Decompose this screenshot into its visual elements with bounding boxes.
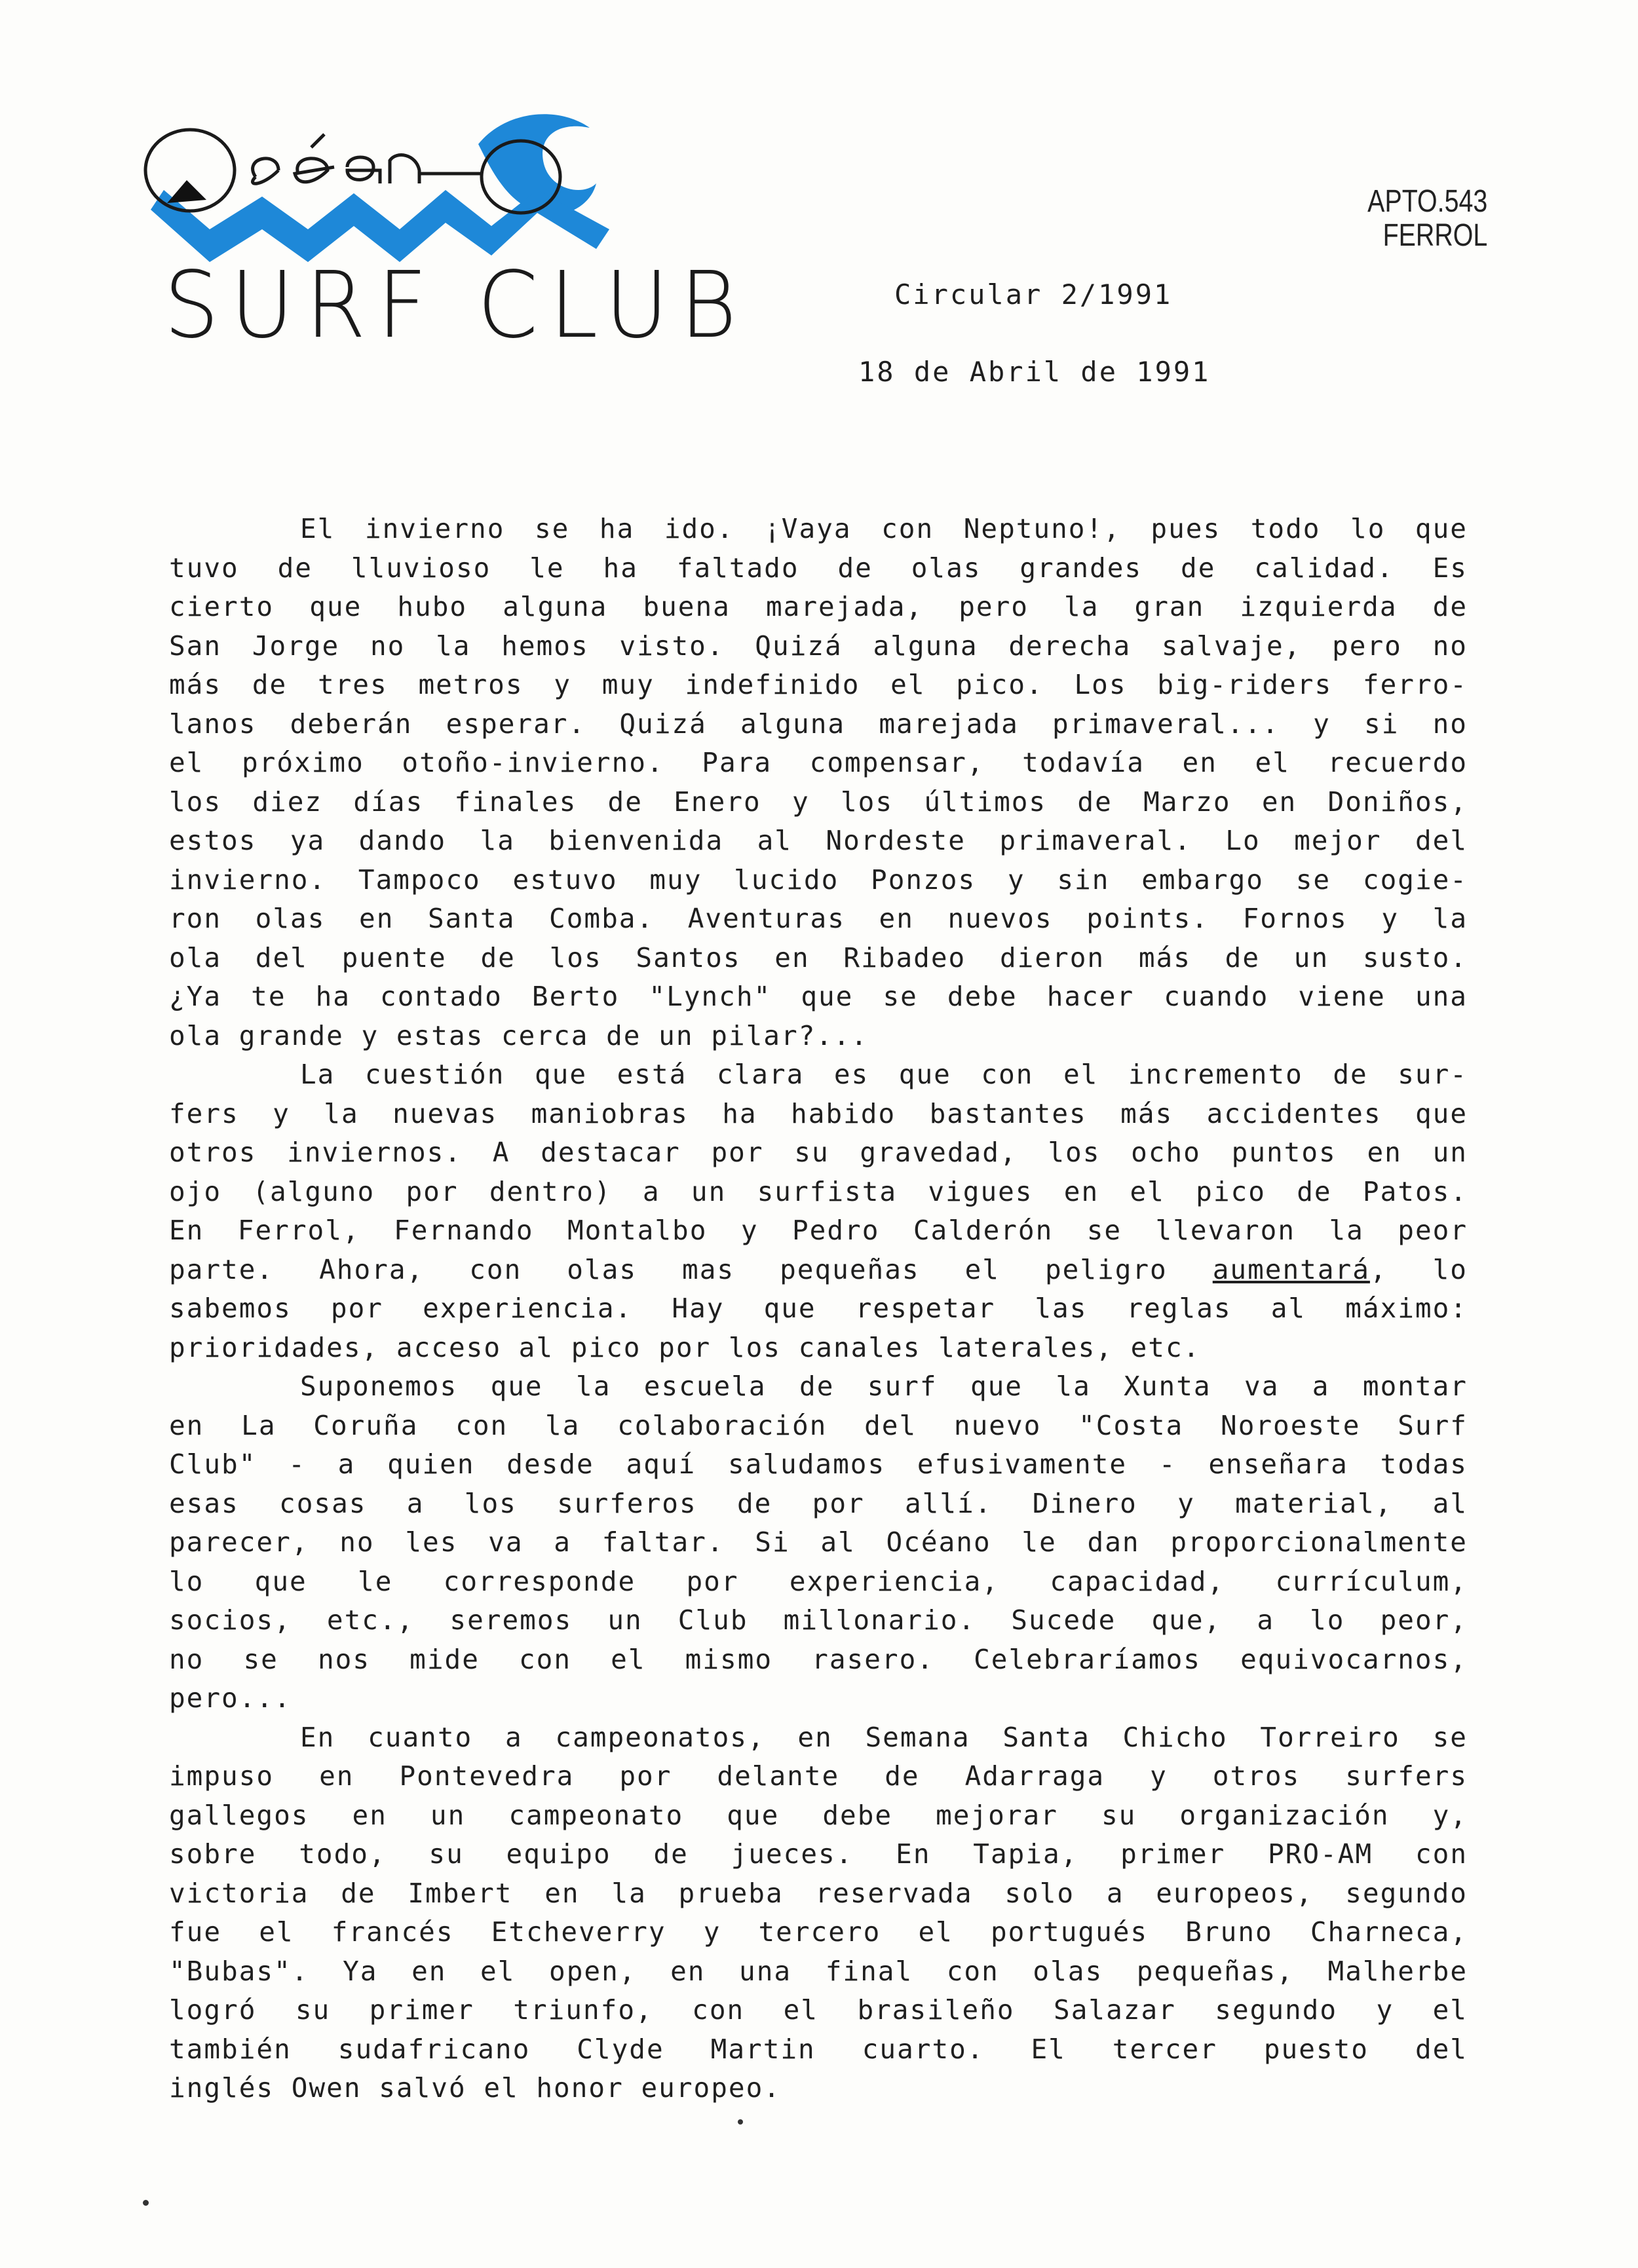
text-line: socios, etc., seremos un Club millonario. Sucede que, a lo peor, (169, 1604, 1468, 1636)
paper-speck (143, 2200, 149, 2206)
text-line: más de tres metros y muy indefinido el pico. Los big-riders ferro- (169, 669, 1468, 700)
text-line: lanos deberán esperar. Quizá alguna marejada primaveral... y si no (169, 708, 1468, 740)
text-line: San Jorge no la hemos visto. Quizá alguna derecha salvaje, pero no (169, 630, 1468, 662)
logo-surf-club: SURF CLUB (164, 252, 748, 359)
text-line: sobre todo, su equipo de jueces. En Tapia, primer PRO-AM con (169, 1838, 1468, 1870)
text-line: parecer, no les va a faltar. Si al Océano le dan proporcionalmente (169, 1526, 1468, 1558)
text-line: La cuestión que está clara es que con el incremento de sur- (300, 1059, 1468, 1090)
text-line: sabemos por experiencia. Hay que respetar las reglas al máximo: (169, 1293, 1468, 1324)
text-line: pero... (169, 1682, 292, 1714)
text-line: El invierno se ha ido. ¡Vaya con Neptuno!, pues todo lo que (300, 513, 1468, 544)
text-line: inglés Owen salvó el honor europeo. (169, 2072, 781, 2104)
text-line: ¿Ya te ha contado Berto "Lynch" que se debe hacer cuando viene una (169, 981, 1468, 1012)
paragraph-accidents (169, 1055, 1468, 1367)
text-line: ola grande y estas cerca de un pilar?... (169, 1019, 869, 1051)
text-line: el próximo otoño-invierno. Para compensar, todavía en el recuerdo (169, 747, 1468, 778)
text-line: otros inviernos. A destacar por su gravedad, los ocho puntos en un (169, 1137, 1468, 1168)
text-line: los diez días finales de Enero y los últimos de Marzo en Doniños, (169, 785, 1468, 818)
text-line: Suponemos que la escuela de surf que la Xunta va a montar (300, 1370, 1468, 1402)
text-line: cierto que hubo alguna buena marejada, pero la gran izquierda de (169, 591, 1468, 622)
text-line: impuso en Pontevedra por delante de Adarraga y otros surfers (169, 1760, 1468, 1792)
paper-speck (738, 2119, 743, 2125)
underlined-word: aumentará (1212, 1253, 1370, 1285)
text-line: tuvo de lluvioso le ha faltado de olas grandes de calidad. Es (169, 552, 1468, 584)
text-line: estos ya dando la bienvenida al Nordeste primaveral. Lo mejor del (169, 825, 1468, 856)
text-line: lo que le corresponde por experiencia, capacidad, currículum, (169, 1565, 1468, 1597)
paragraph-winter (169, 510, 1468, 1055)
text-line: no se nos mide con el mismo rasero. Celebraríamos equivocarnos, (169, 1643, 1468, 1675)
address-line-2: FERROL (1382, 218, 1487, 253)
text-line: invierno. Tampoco estuvo muy lucido Ponzos y sin embargo se cogie- (169, 863, 1468, 896)
paragraph-championships (169, 1718, 1468, 2108)
text-line: fue el francés Etcheverry y tercero el portugués Bruno Charneca, (169, 1916, 1468, 1948)
text-line: "Bubas". Ya en el open, en una final con olas pequeñas, Malherbe (169, 1955, 1468, 1987)
text-line: gallegos en un campeonato que debe mejorar su organización y, (169, 1799, 1468, 1831)
club-logo (138, 98, 748, 360)
circular-number: Circular 2/1991 (894, 278, 1173, 311)
text-line: Club" - a quien desde aquí saludamos efusivamente - enseñara todas (169, 1448, 1468, 1480)
address-line-1: APTO.543 (1367, 184, 1487, 219)
text-line: En cuanto a campeonatos, en Semana Santa Chicho Torreiro se (300, 1721, 1468, 1753)
club-address (1367, 185, 1487, 253)
paragraph-school (169, 1367, 1468, 1718)
letter-date: 18 de Abril de 1991 (858, 356, 1211, 388)
text-line: prioridades, acceso al pico por los canales laterales, etc. (169, 1331, 1201, 1363)
text-line-underlined: parte. Ahora, con olas mas pequeñas el peligro aumentará, lo (169, 1253, 1468, 1285)
letter-body (169, 510, 1468, 2108)
text-line: ron olas en Santa Comba. Aventuras en nuevos points. Fornos y la (169, 903, 1468, 934)
text-line: ojo (alguno por dentro) a un surfista vigues en el pico de Patos. (169, 1175, 1468, 1207)
text-line: también sudafricano Clyde Martin cuarto. El tercer puesto del (169, 2033, 1468, 2065)
text-line: en La Coruña con la colaboración del nuevo "Costa Noroeste Surf (169, 1409, 1468, 1441)
text-line: ola del puente de los Santos en Ribadeo dieron más de un susto. (169, 941, 1468, 973)
text-line: victoria de Imbert en la prueba reservada solo a europeos, segundo (169, 1877, 1468, 1909)
text-line: En Ferrol, Fernando Montalbo y Pedro Calderón se llevaron la peor (169, 1215, 1468, 1246)
text-line: esas cosas a los surferos de por allí. Dinero y material, al (169, 1487, 1468, 1519)
text-line: fers y la nuevas maniobras ha habido bastantes más accidentes que (169, 1097, 1468, 1129)
text-line: logró su primer triunfo, con el brasileño Salazar segundo y el (169, 1994, 1468, 2026)
